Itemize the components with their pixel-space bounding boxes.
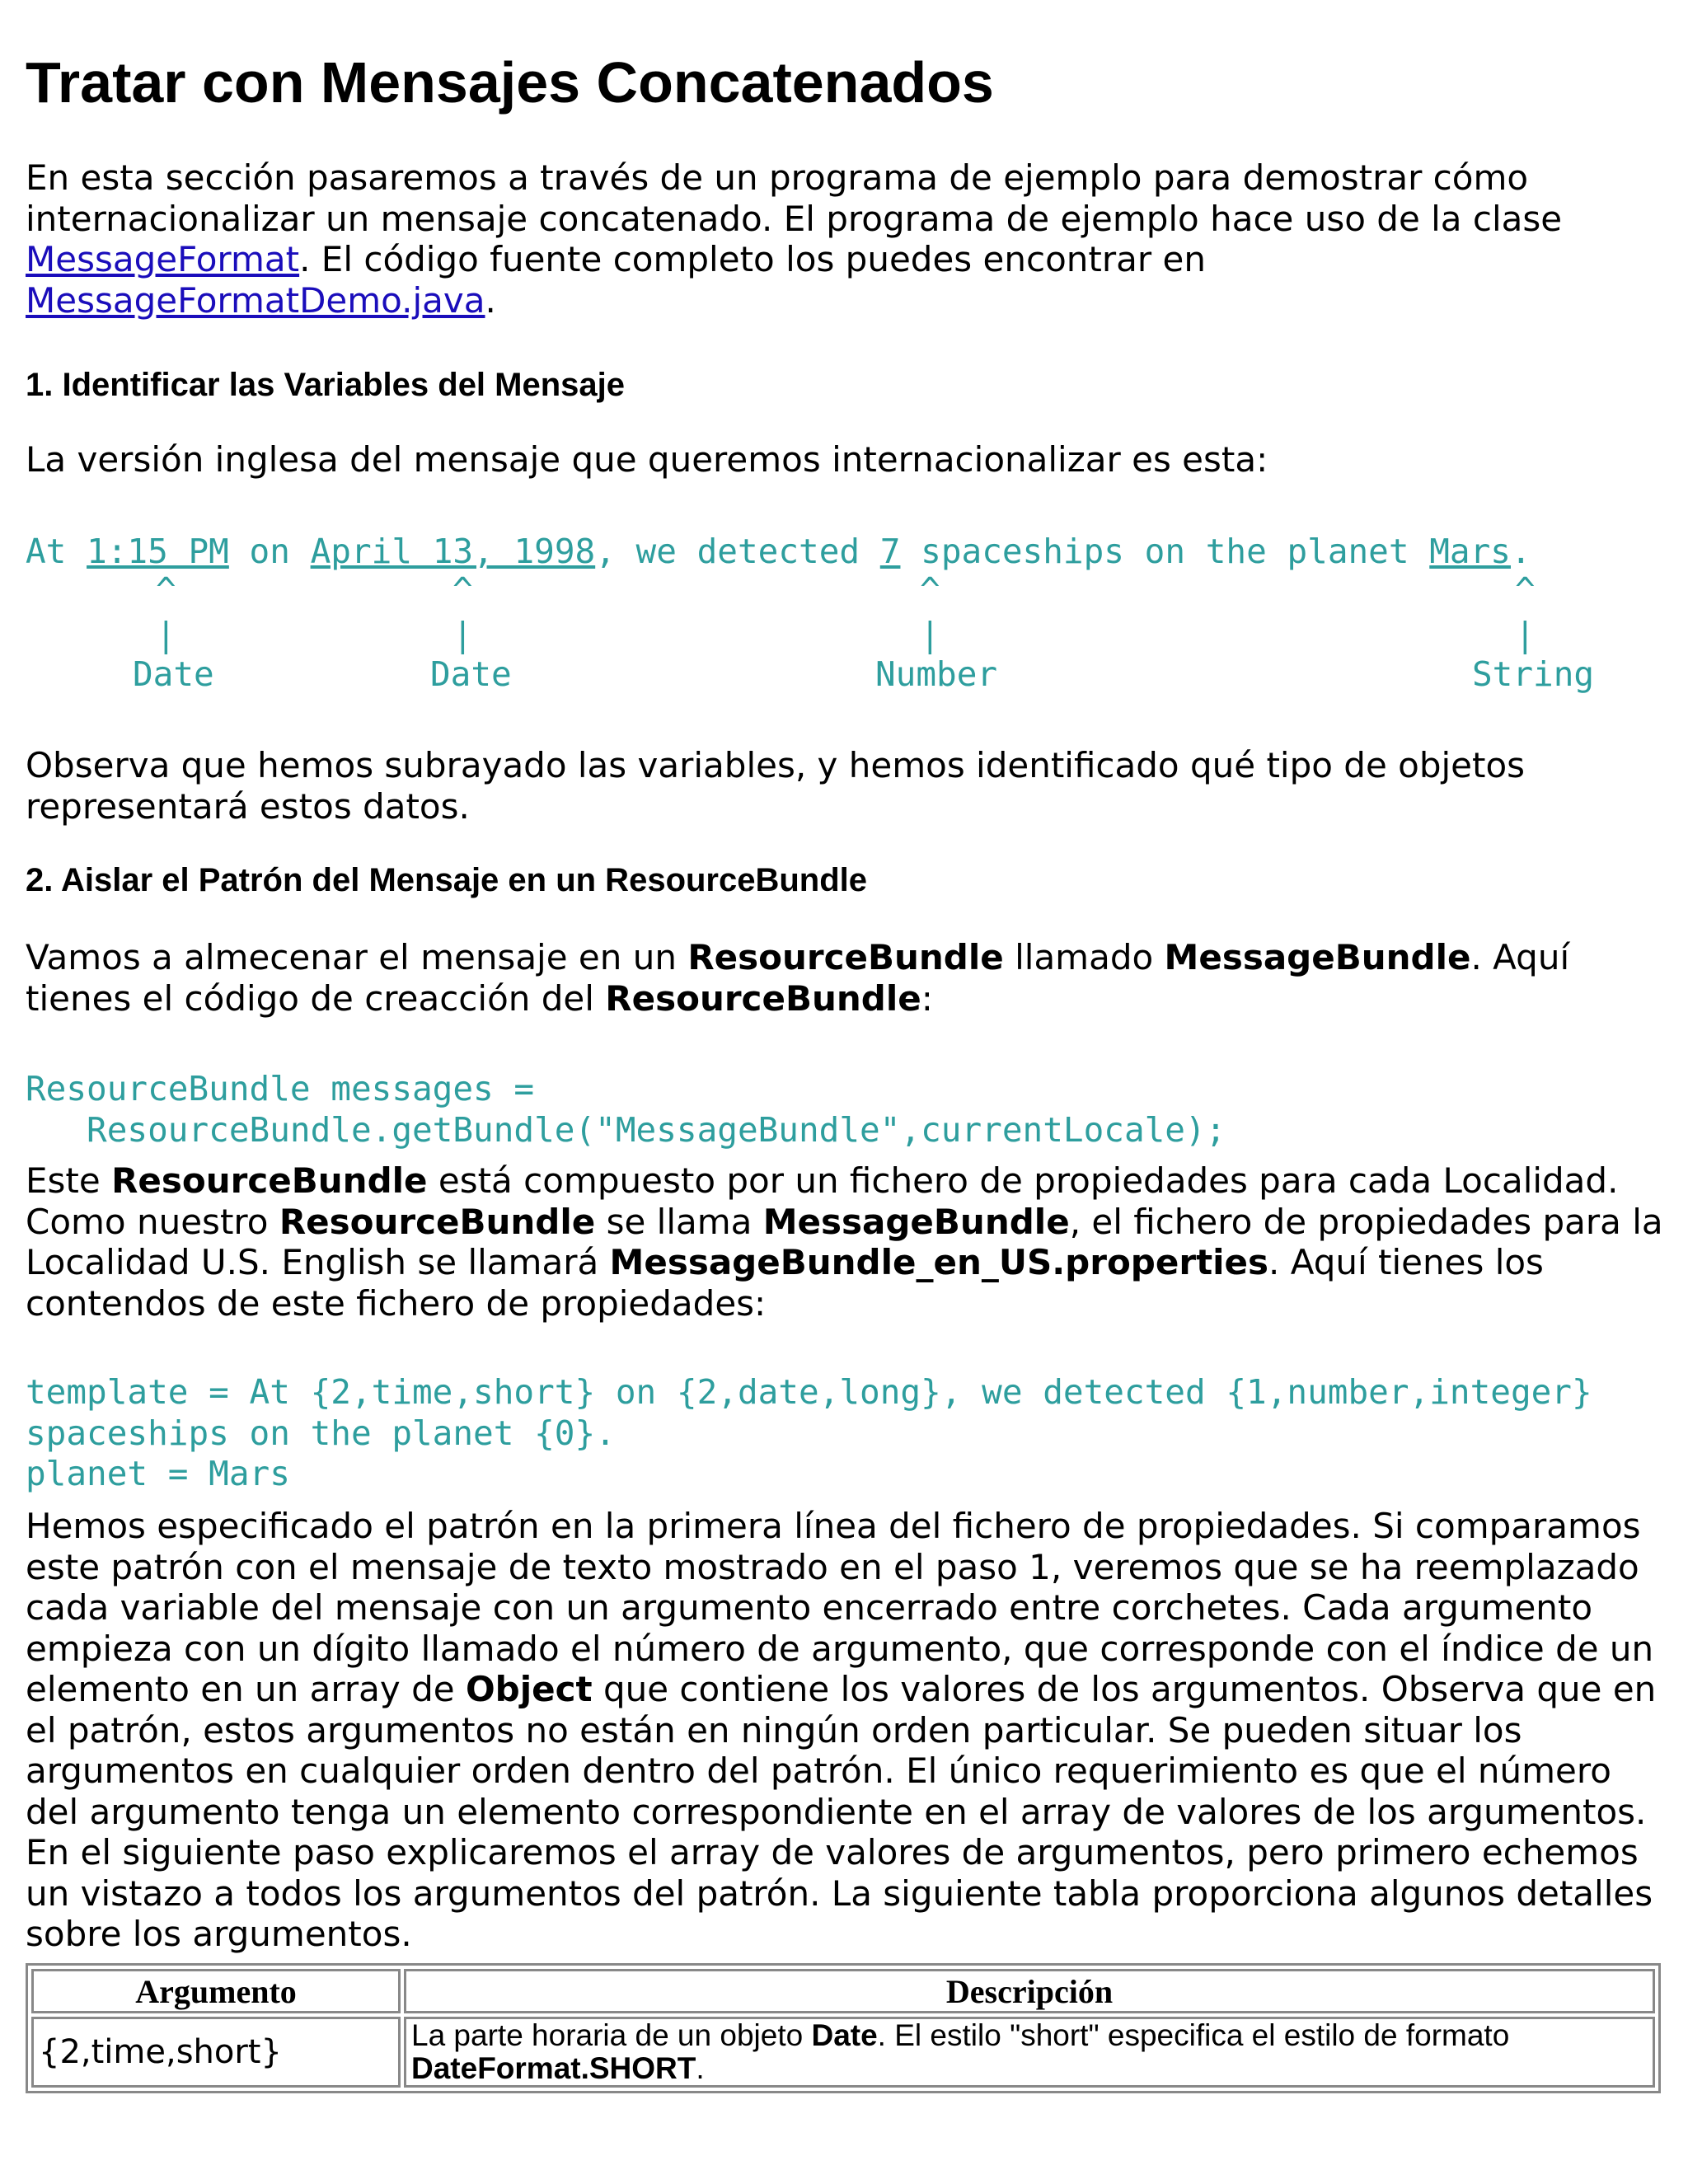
intro-text-3: . — [485, 279, 496, 321]
variable-date: April 13, 1998 — [310, 532, 596, 571]
messageformat-link[interactable]: MessageFormat — [26, 239, 300, 279]
table-cell-argument: {2,time,short} — [31, 2017, 401, 2088]
bar-4: | — [1515, 615, 1536, 654]
type-label-string: String — [1472, 654, 1595, 694]
step1-note: Observa que hemos subrayado las variables, y hemos identificado qué tipo de objetos representará estos datos. — [26, 745, 1526, 827]
type-label-number: Number — [875, 654, 998, 694]
page-title: Tratar con Mensajes Concatenados — [26, 50, 994, 115]
step2-paragraph-2: Este ResourceBundle está compuesto por un fichero de propiedades para cada Localidad. Como nuestro ResourceBundle se llama MessageBundle, el fichero de propiedades para la Localidad U.S. English se llamará MessageBundle_en_US.properties. Aquí tienes los contendos de este fichero de propiedades: — [26, 1160, 1663, 1324]
caret-1: ^ — [156, 570, 176, 610]
arguments-table — [26, 1963, 1661, 2093]
intro-text: En esta sección pasaremos a través de un programa de ejemplo para demostrar cómo internacionalizar un mensaje concatenado. El programa de ejemplo hace uso de la clase — [26, 157, 1563, 239]
caret-2: ^ — [452, 570, 473, 610]
intro-paragraph — [26, 157, 1666, 321]
table-header-descripcion: Descripción — [404, 1969, 1655, 2013]
variable-planet: Mars — [1429, 532, 1511, 571]
bar-1: | — [156, 615, 176, 654]
bar-3: | — [920, 615, 940, 654]
table-header-argumento: Argumento — [31, 1969, 401, 2013]
type-label-date-2: Date — [430, 654, 512, 694]
step2-paragraph-3: Hemos especificado el patrón en la primera línea del fichero de propiedades. Si comparamos este patrón con el mensaje de texto mostrado en el paso 1, veremos que se ha reemplazado cada variable del mensaje con un argumento encerrado entre corchetes. Cada argumento empieza con un dígito llamado el número de argumento, que corresponde con el índice de un elemento en un array de Object que contiene los valores de los argumentos. Observa que en el patrón, estos argumentos no están en ningún orden particular. Se pueden situar los argumentos en cualquier orden dentro del patrón. El único requerimiento es que el número del argumento tenga un elemento correspondiente en el array de valores de los argumentos. En el siguiente paso explicaremos el array de valores de argumentos, pero primero echemos un vistazo a todos los argumentos del patrón. La siguiente tabla proporciona algunos detalles sobre los argumentos. — [26, 1506, 1657, 1954]
messageformatdemo-link[interactable]: MessageFormatDemo.java — [26, 279, 485, 321]
step2-paragraph-1: Vamos a almecenar el mensaje en un ResourceBundle llamado MessageBundle. Aquí tienes el código de creacción del ResourceBundle: — [26, 937, 1570, 1019]
type-label-date-1: Date — [133, 654, 214, 694]
bar-2: | — [452, 615, 473, 654]
variable-number: 7 — [879, 532, 901, 571]
caret-3: ^ — [920, 570, 940, 610]
step2-heading: 2. Aislar el Patrón del Mensaje en un ResourceBundle — [26, 862, 868, 898]
step1-text: La versión inglesa del mensaje que queremos internacionalizar es esta: — [26, 439, 1268, 480]
caret-4: ^ — [1515, 570, 1536, 610]
code-getbundle: ResourceBundle messages = ResourceBundle.getBundle("MessageBundle",currentLocale); — [26, 1069, 1226, 1150]
sample-message: At 1:15 PM on April 13, 1998, we detected 7 spaceships on the planet Mars. — [26, 532, 1531, 571]
intro-text-2: . El código fuente completo los puedes encontrar en — [299, 239, 1206, 279]
table-cell-description: La parte horaria de un objeto Date. El estilo "short" especifica el estilo de formato DateFormat.SHORT. — [404, 2017, 1655, 2088]
code-properties: template = At {2,time,short} on {2,date,long}, we detected {1,number,integer} spaceships on the planet {0}. planet = Mars — [26, 1372, 1592, 1493]
table-header-row — [31, 1969, 1655, 2013]
table-row — [31, 2017, 1655, 2088]
variable-time: 1:15 PM — [87, 532, 229, 571]
step1-heading: 1. Identificar las Variables del Mensaje — [26, 367, 626, 403]
